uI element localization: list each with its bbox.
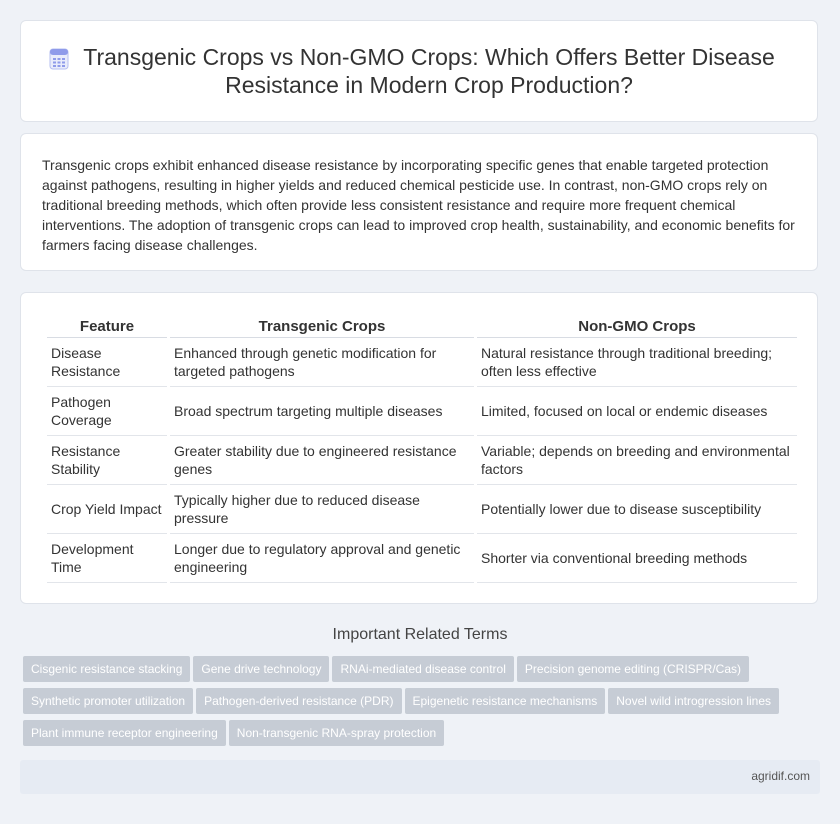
footer-site-link[interactable]: agridif.com [751,769,810,783]
cell-transgenic: Longer due to regulatory approval and genetic engineering [170,534,474,583]
cell-transgenic: Greater stability due to engineered resistance genes [170,436,474,485]
table-row [47,387,797,436]
table-row [47,534,797,583]
cell-feature: Disease Resistance [47,338,167,387]
cell-feature: Development Time [47,534,167,583]
table-row [47,436,797,485]
table-row [47,338,797,387]
cell-feature: Crop Yield Impact [47,485,167,534]
related-term-tag[interactable]: Gene drive technology [193,656,329,682]
cell-non-gmo: Limited, focused on local or endemic diseases [477,387,797,436]
cell-non-gmo: Potentially lower due to disease susceptibility [477,485,797,534]
related-term-tag[interactable]: Synthetic promoter utilization [23,688,193,714]
header-transgenic: Transgenic Crops [170,315,474,338]
header-non-gmo: Non-GMO Crops [477,315,797,338]
cell-non-gmo: Natural resistance through traditional breeding; often less effective [477,338,797,387]
related-term-tag[interactable]: Plant immune receptor engineering [23,720,226,746]
cell-transgenic: Typically higher due to reduced disease pressure [170,485,474,534]
related-terms-list [23,656,803,752]
related-term-tag[interactable]: Epigenetic resistance mechanisms [405,688,606,714]
related-term-tag[interactable]: Non-transgenic RNA-spray protection [229,720,444,746]
table-header-row [47,315,797,338]
title-card [20,20,818,122]
related-term-tag[interactable]: Novel wild introgression lines [608,688,779,714]
summary-text: Transgenic crops exhibit enhanced disease resistance by incorporating specific genes that enable targeted protection against pathogens, resulting in higher yields and reduced chemical pesticide use. In contrast, non-GMO crops rely on traditional breeding methods, which often provide less consistent resistance and require more frequent chemical interventions. The adoption of transgenic crops can lead to improved crop health, sustainability, and economic benefits for farmers facing disease challenges. [42,157,795,253]
calculator-icon [48,48,70,70]
related-term-tag[interactable]: Pathogen-derived resistance (PDR) [196,688,401,714]
related-term-tag[interactable]: RNAi-mediated disease control [332,656,513,682]
footer [20,760,820,794]
cell-transgenic: Broad spectrum targeting multiple diseases [170,387,474,436]
comparison-card [20,292,818,604]
page-title: Transgenic Crops vs Non-GMO Crops: Which Offers Better Disease Resistance in Modern Crop Production? [83,44,775,98]
summary-card [20,133,818,271]
cell-feature: Pathogen Coverage [47,387,167,436]
table-row [47,485,797,534]
cell-non-gmo: Variable; depends on breeding and environmental factors [477,436,797,485]
header-feature: Feature [47,315,167,338]
cell-feature: Resistance Stability [47,436,167,485]
cell-non-gmo: Shorter via conventional breeding methods [477,534,797,583]
cell-transgenic: Enhanced through genetic modification for targeted pathogens [170,338,474,387]
related-term-tag[interactable]: Precision genome editing (CRISPR/Cas) [517,656,749,682]
comparison-table [44,315,800,583]
related-terms-title: Important Related Terms [332,626,508,643]
related-term-tag[interactable]: Cisgenic resistance stacking [23,656,190,682]
